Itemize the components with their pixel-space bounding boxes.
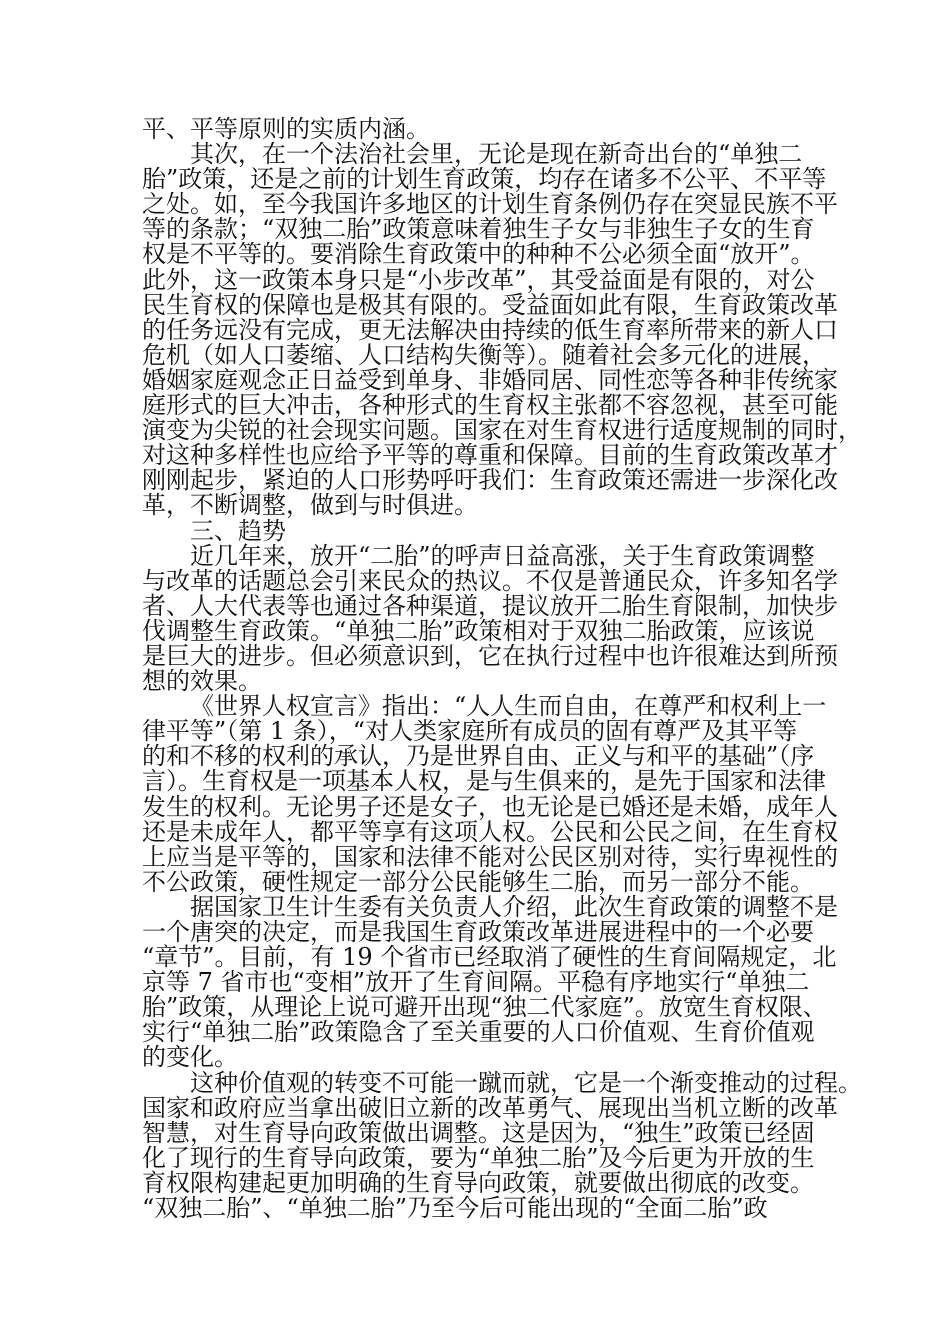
text-line: “双独二胎”、“单独二胎”乃至今后可能出现的“全面二胎”政 (142, 1194, 768, 1223)
text-line: 婚姻家庭观念正日益受到单身、非婚同居、同性恋等各种非传统家 (142, 365, 838, 394)
text-line: 想的效果。 (142, 667, 262, 696)
text-line: 国家和政府应当拿出破旧立新的改革勇气、展现出当机立断的改革 (142, 1093, 838, 1122)
text-line: 言）。生育权是一项基本人权，是与生俱来的，是先于国家和法律 (142, 767, 826, 796)
text-line: 实行“单独二胎”政策隐含了至关重要的人口价值观、生育价值观 (142, 1018, 815, 1047)
text-line: 平、平等原则的实质内涵。 (142, 115, 430, 143)
text-line: 育权限构建起更加明确的生育导向政策，就要做出彻底的改变。 (142, 1168, 814, 1197)
text-line: 之处。如，至今我国许多地区的计划生育条例仍存在突显民族不平 (142, 190, 838, 219)
text-line: 律平等”（第 1 条），“对人类家庭所有成员的固有尊严及其平等 (142, 717, 798, 746)
document-page (142, 115, 862, 1223)
paragraph (142, 541, 838, 696)
text-line: 是巨大的进步。但必须意识到，它在执行过程中也许很难达到所预 (142, 641, 838, 670)
text-line: 还是未成年人，都平等享有这项人权。公民和公民之间，在生育权 (142, 817, 838, 846)
text-line: 伐调整生育政策。“单独二胎”政策相对于双独二胎政策，应该说 (142, 616, 815, 645)
paragraph (142, 892, 838, 1072)
text-line: 胎”政策，还是之前的计划生育政策，均存在诸多不公平、不平等 (142, 165, 827, 194)
text-line: 演变为尖锐的社会现实问题。国家在对生育权进行适度规制的同时， (142, 416, 862, 445)
text-line: 危机（如人口萎缩、人口结构失衡等）。随着社会多元化的进展， (142, 340, 826, 369)
text-line: 据国家卫生计生委有关负责人介绍，此次生育政策的调整不是 (190, 892, 838, 921)
text-line: 京等 7 省市也“变相”放开了生育间隔。平稳有序地实行“单独二 (142, 968, 810, 997)
text-line: 近几年来，放开“二胎”的呼声日益高涨，关于生育政策调整 (190, 541, 815, 570)
text-line: 刚刚起步，紧迫的人口形势呼吁我们：生育政策还需进一步深化改 (142, 466, 838, 495)
text-line: 者、人大代表等也通过各种渠道，提议放开二胎生育限制，加快步 (142, 591, 838, 620)
text-line: 民生育权的保障也是极其有限的。受益面如此有限，生育政策改革 (142, 290, 838, 319)
text-line: 一个唐突的决定，而是我国生育政策改革进展进程中的一个必要 (142, 918, 814, 946)
paragraph (142, 117, 802, 142)
text-line: 其次，在一个法治社会里，无论是现在新奇出台的“单独二 (190, 140, 803, 169)
text-line: 化了现行的生育导向政策，要为“单独二胎”及今后更为开放的生 (142, 1143, 815, 1172)
text-line: 胎”政策，从理论上说可避开出现“独二代家庭”。放宽生育权限、 (142, 993, 827, 1022)
paragraph (142, 140, 862, 520)
text-line: 上应当是平等的，国家和法律不能对公民区别对待，实行卑视性的 (142, 842, 838, 871)
text-line: 的任务远没有完成，更无法解决由持续的低生育率所带来的新人口 (142, 315, 838, 344)
text-line: 此外，这一政策本身只是“小步改革”，其受益面是有限的，对公 (142, 265, 815, 294)
text-line: 革，不断调整，做到与时俱进。 (142, 491, 478, 520)
text-line: 等的条款；“双独二胎”政策意味着独生子女与非独生子女的生育 (142, 215, 815, 244)
text-line: 庭形式的巨大冲击，各种形式的生育权主张都不容忽视，甚至可能 (142, 391, 838, 420)
text-line: 对这种多样性也应给予平等的尊重和保障。目前的生育政策改革才 (142, 441, 838, 470)
paragraph (142, 1068, 862, 1223)
text-line: 三、趋势 (190, 516, 286, 545)
text-line: 与改革的话题总会引来民众的热议。不仅是普通民众，许多知名学 (142, 566, 838, 595)
text-line: 智慧，对生育导向政策做出调整。这是因为，“独生”政策已经固 (142, 1118, 815, 1147)
text-line: “章节”。目前，有 19 个省市已经取消了硬性的生育间隔规定，北 (142, 943, 837, 972)
text-line: 权是不平等的。要消除生育政策中的种种不公必须全面“放开”。 (142, 240, 815, 269)
text-line: 不公政策，硬性规定一部分公民能够生二胎，而另一部分不能。 (142, 867, 814, 896)
text-line: 的和不移的权利的承认，乃是世界自由、正义与和平的基础”（序 (142, 742, 815, 771)
text-line: 这种价值观的转变不可能一蹴而就，它是一个渐变推动的过程。 (190, 1068, 862, 1097)
text-line: 的变化。 (142, 1043, 238, 1072)
text-line: 发生的权利。无论男子还是女子，也无论是已婚还是未婚，成年人 (142, 792, 838, 821)
paragraph (142, 516, 802, 545)
paragraph (142, 692, 838, 896)
text-line: 《世界人权宣言》指出：“人人生而自由，在尊严和权利上一 (190, 692, 827, 721)
